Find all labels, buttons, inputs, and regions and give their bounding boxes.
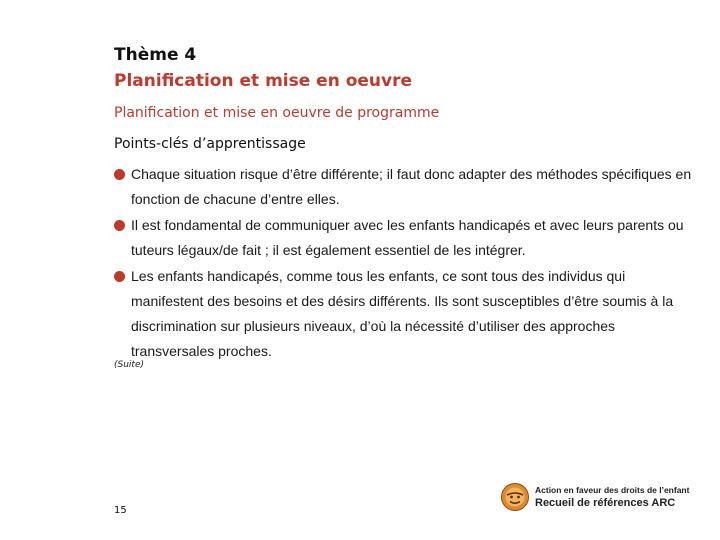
bullet-dot-icon xyxy=(114,220,125,231)
key-points-list xyxy=(114,162,694,365)
brand-tagline: Action en faveur des droits de l’enfant xyxy=(535,485,690,495)
arc-logo-icon xyxy=(500,482,530,512)
continued-note: (Suite) xyxy=(114,360,145,370)
brand-name: Recueil de références ARC xyxy=(535,497,676,509)
brand-block xyxy=(500,480,690,516)
list-item xyxy=(114,264,694,364)
bullet-text: Chaque situation risque d’être différente; il faut donc adapter des méthodes spécifiques en fonction de chacune d’entre elles. xyxy=(131,166,692,207)
bullet-dot-icon xyxy=(114,169,125,180)
page-subtitle: Planification et mise en oeuvre de programme xyxy=(114,105,440,121)
list-item xyxy=(114,162,694,212)
page-number: 15 xyxy=(114,505,127,516)
theme-title: Planification et mise en oeuvre xyxy=(114,71,413,91)
bullet-text: Il est fondamental de communiquer avec les enfants handicapés et avec leurs parents ou tuteurs légaux/de fait ; il est également essentiel de les intégrer. xyxy=(131,217,684,258)
theme-label: Thème 4 xyxy=(114,45,197,65)
bullet-text: Les enfants handicapés, comme tous les enfants, ce sont tous des individus qui manifestent des besoins et des désirs différents. Ils sont susceptibles d’être soumis à la discrimination sur plusieurs niveaux, d’où la nécessité d’utiliser des approches transversales proches. xyxy=(131,268,674,359)
list-item xyxy=(114,213,694,263)
bullet-dot-icon xyxy=(114,271,125,282)
section-heading: Points-clés d’apprentissage xyxy=(114,136,306,152)
